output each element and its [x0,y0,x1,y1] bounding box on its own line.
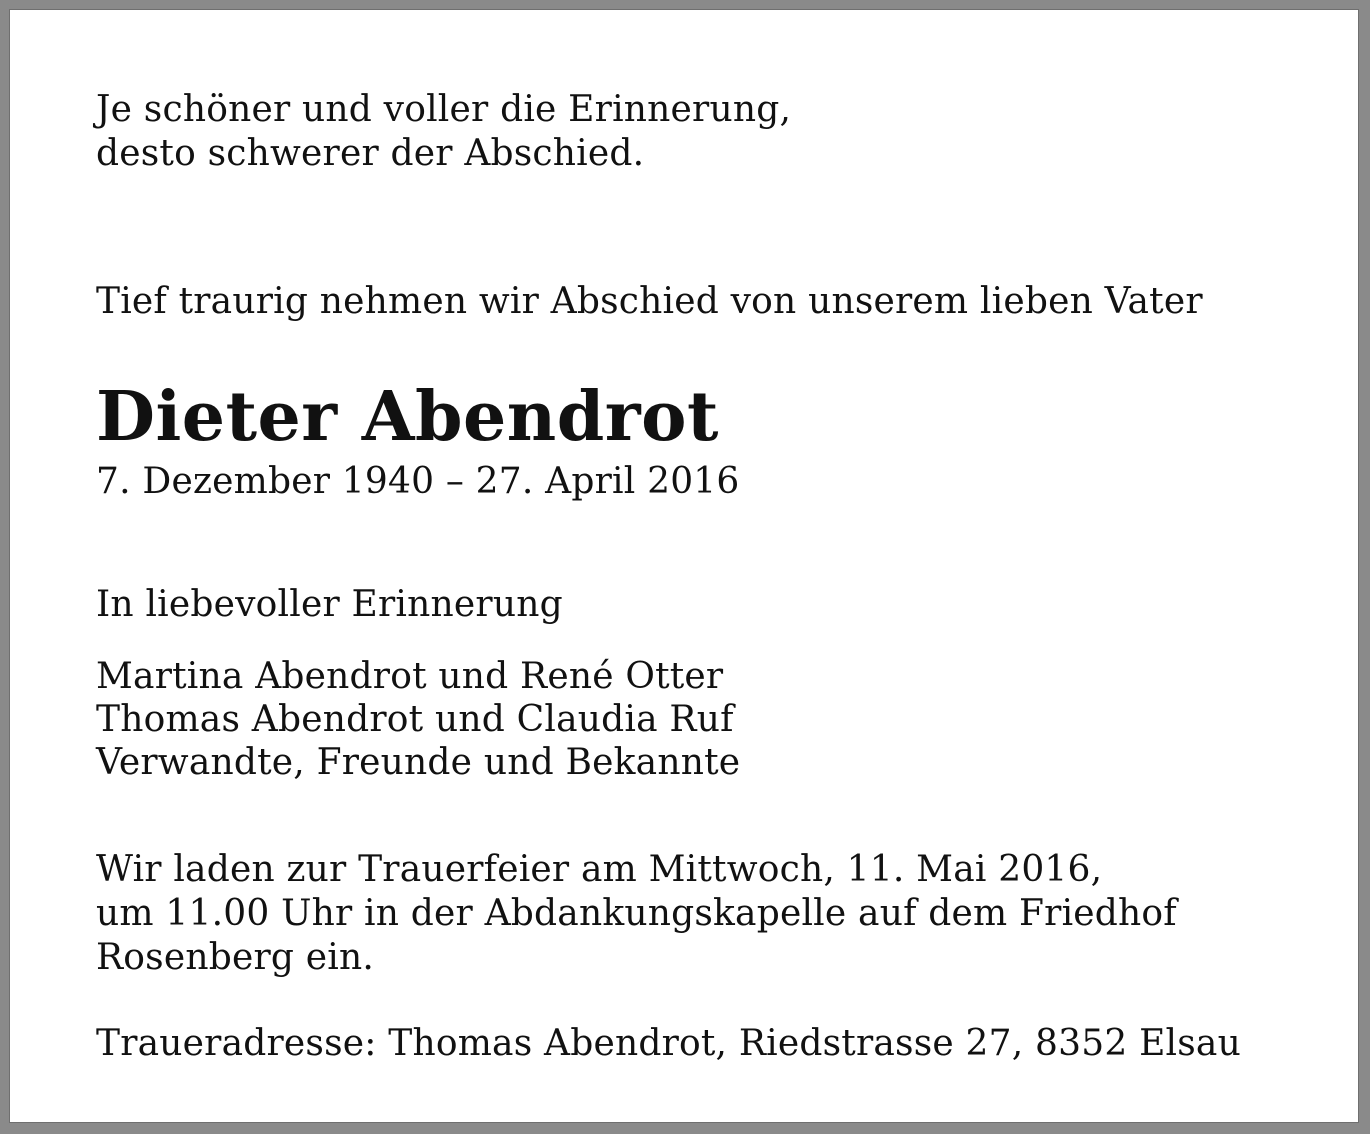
ceremony-line-2: um 11.00 Uhr in der Abdankungskapelle auf dem Friedhof [96,893,1177,934]
mourner-3: Verwandte, Freunde und Bekannte [96,742,741,783]
mourning-address: Traueradresse: Thomas Abendrot, Riedstrasse 27, 8352 Elsau [96,1023,1241,1064]
quote-line-1: Je schöner und voller die Erinnerung, [96,89,792,130]
ceremony-line-1: Wir laden zur Trauerfeier am Mittwoch, 11. Mai 2016, [96,849,1103,890]
life-dates: 7. Dezember 1940 – 27. April 2016 [96,461,740,502]
obituary-notice [9,9,1359,1123]
intro-text: Tief traurig nehmen wir Abschied von unserem lieben Vater [96,281,1203,322]
quote-line-2: desto schwerer der Abschied. [96,133,645,174]
deceased-name: Dieter Abendrot [96,377,719,457]
mourner-1: Martina Abendrot und René Otter [96,656,724,697]
remembrance-text: In liebevoller Erinnerung [96,584,563,625]
mourner-2: Thomas Abendrot und Claudia Ruf [96,699,734,740]
ceremony-line-3: Rosenberg ein. [96,937,375,978]
